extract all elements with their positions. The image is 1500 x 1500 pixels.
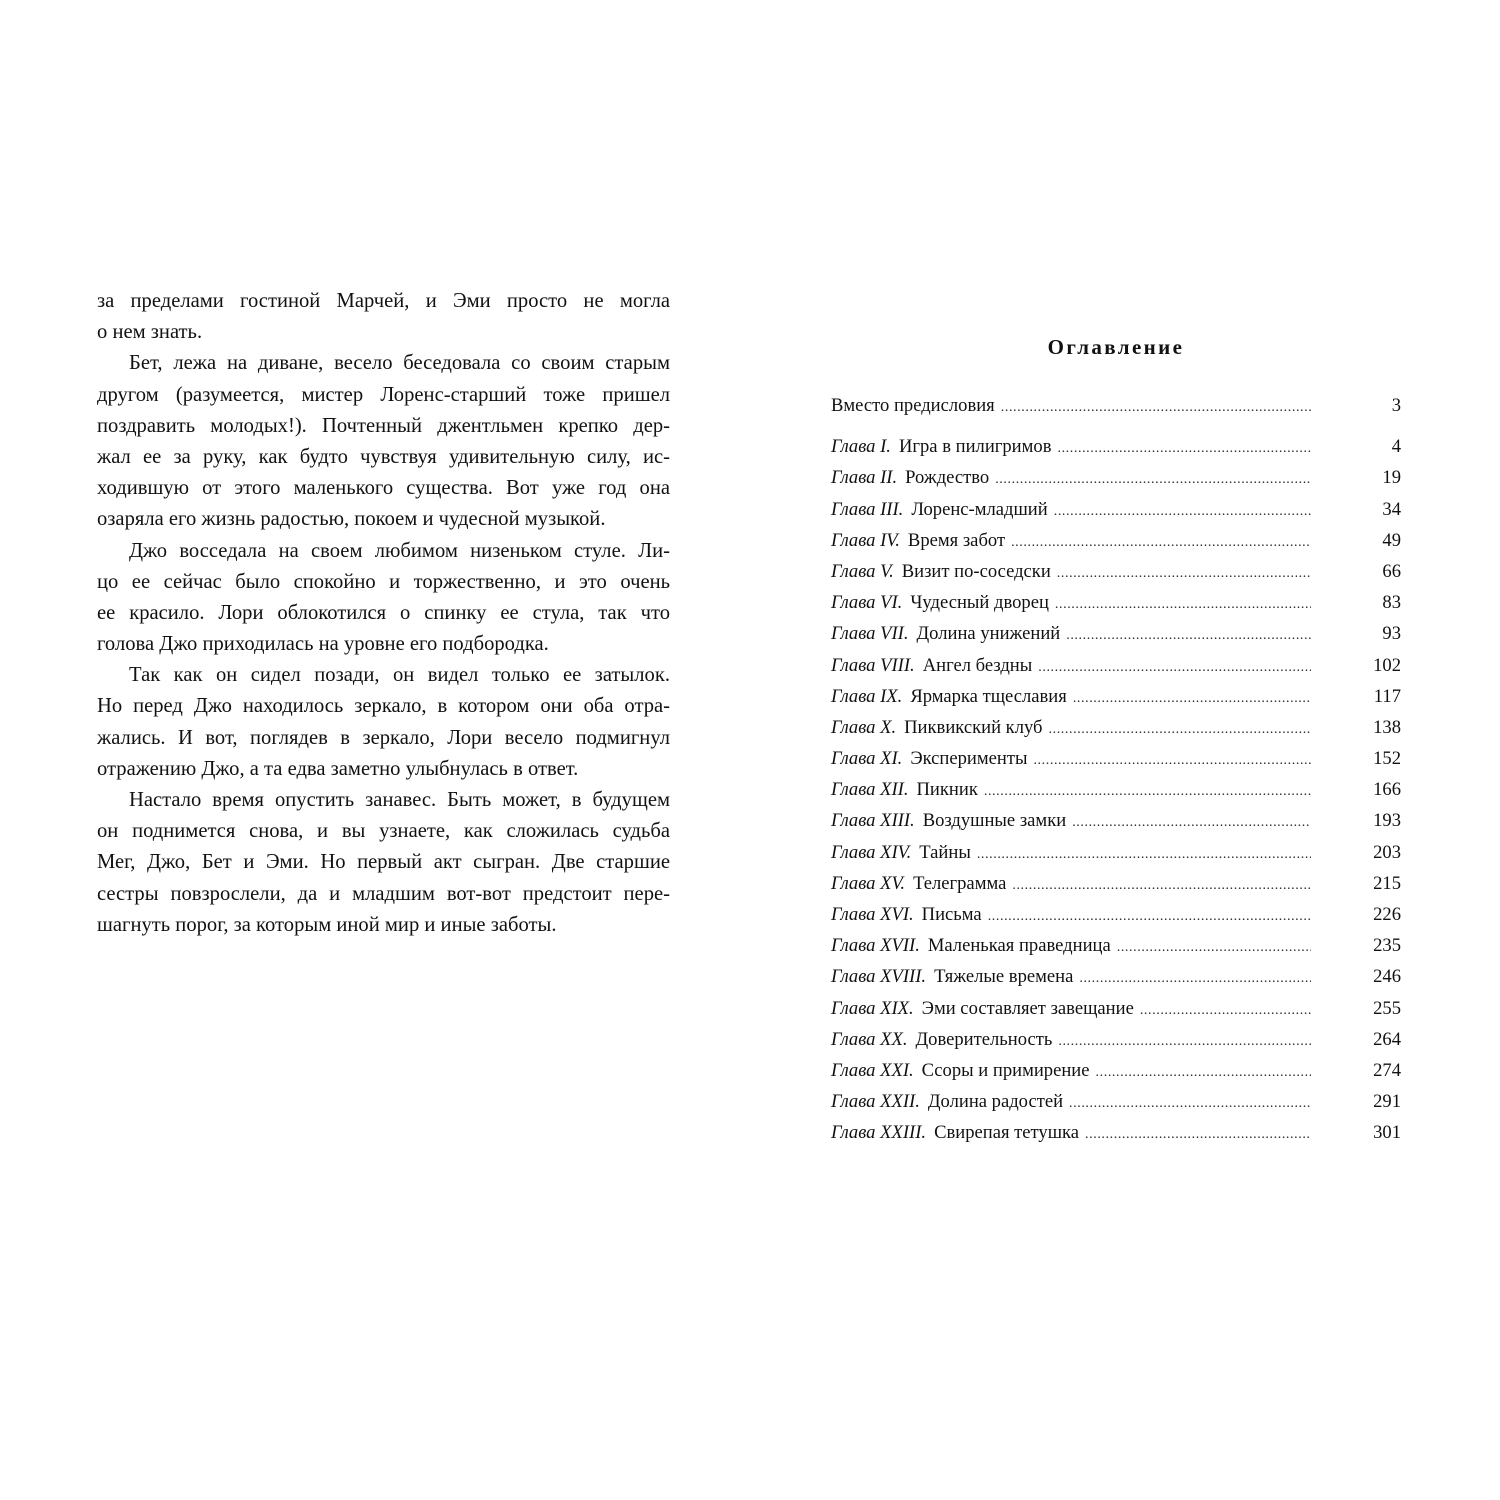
toc-entry-label (831, 930, 1111, 961)
text-line: он поднимется снова, и вы узнаете, как сложилась судьба (97, 820, 670, 843)
toc-chapter-title: Тайны (919, 841, 971, 863)
toc-dot-leader (1038, 652, 1311, 683)
toc-chapter-number: Глава IX. (831, 685, 903, 707)
toc-title: Оглавление (1047, 335, 1185, 359)
toc-chapter-number: Глава XII. (831, 779, 909, 801)
toc-entry-label (831, 462, 989, 493)
toc-entry-label (831, 1024, 1052, 1055)
toc-dot-leader (1069, 1088, 1311, 1119)
toc-page-number: 246 (1373, 966, 1401, 988)
toc-entry (831, 837, 1401, 868)
toc-dot-leader (1057, 558, 1311, 589)
text-line: сестры повзрослели, да и младшим вот-вот предстоит пере- (97, 882, 670, 905)
toc-page-number: 255 (1373, 997, 1401, 1019)
toc-page-number: 264 (1373, 1028, 1401, 1050)
toc-entry (831, 899, 1401, 930)
text-line: Настало время опустить занавес. Быть может, в будущем (129, 789, 670, 811)
toc-dot-leader (1073, 683, 1311, 714)
toc-entry-label (831, 618, 1060, 649)
toc-entry-label (831, 587, 1049, 618)
toc-chapter-title: Письма (921, 904, 982, 925)
toc-chapter-title: Телеграмма (913, 872, 1007, 894)
toc-chapter-title: Пиквикский клуб (904, 716, 1043, 738)
toc-entry-label (831, 712, 1043, 743)
toc-chapter-number: Глава VII. (831, 623, 909, 645)
toc-chapter-number: Глава XXII. (831, 1091, 920, 1113)
toc-dot-leader (1055, 589, 1311, 620)
toc-dot-leader (1066, 620, 1311, 651)
toc-page-number: 203 (1373, 841, 1401, 863)
text-line: Бет, лежа на диване, весело беседовала со своим старым (129, 352, 670, 375)
toc-chapter-title: Эми составляет завещание (921, 997, 1134, 1019)
toc-chapter-title: Долина радостей (927, 1091, 1064, 1113)
toc-entry (831, 587, 1401, 618)
toc-chapter-title: Свирепая тетушка (934, 1122, 1080, 1144)
toc-chapter-number: Глава II. (831, 467, 898, 489)
toc-entry-label (831, 868, 1006, 899)
toc-dot-leader (984, 776, 1311, 807)
toc-entry (831, 743, 1401, 774)
toc-chapter-number: Глава XXI. (831, 1059, 914, 1081)
toc-preface-row (831, 390, 1401, 421)
toc-dot-leader (1072, 807, 1311, 838)
text-line: за пределами гостиной Марчей, и Эми просто не могла (97, 290, 670, 312)
toc-entry (831, 868, 1401, 899)
toc-dot-leader (1011, 527, 1311, 558)
toc-chapter-number: Глава XV. (831, 872, 906, 894)
toc-entry-label (831, 1117, 1079, 1148)
toc-chapter-number: Глава I. (831, 436, 891, 458)
toc-page-number: 34 (1382, 498, 1401, 520)
toc-chapter-title: Лоренс-младший (911, 498, 1048, 520)
toc-page-number: 215 (1373, 872, 1401, 894)
toc-chapter-number: Глава XVI. (831, 904, 914, 925)
toc-entry (831, 1055, 1401, 1086)
toc-entries (831, 431, 1401, 1148)
toc-chapter-title: Время забот (907, 529, 1006, 551)
toc-entry (831, 618, 1401, 649)
toc-page-number: 83 (1382, 592, 1401, 614)
toc-chapter-title: Долина унижений (916, 623, 1061, 645)
toc-page-number: 4 (1391, 436, 1401, 458)
toc-page-number: 19 (1382, 467, 1401, 489)
toc-page-number: 66 (1382, 560, 1401, 582)
toc-chapter-number: Глава III. (831, 498, 904, 520)
toc-chapter-title: Ярмарка тщеславия (910, 685, 1067, 707)
toc-dot-leader (1057, 433, 1311, 464)
table-of-contents (831, 330, 1401, 1149)
toc-chapter-title: Игра в пилигримов (898, 436, 1052, 458)
toc-page-number: 117 (1373, 685, 1401, 707)
toc-chapter-title: Воздушные замки (922, 810, 1067, 832)
text-line: шагнуть порог, за которым иной мир и иные заботы. (97, 913, 557, 936)
text-line: жал ее за руку, как будто чувствуя удивительную силу, ис- (97, 445, 670, 468)
toc-chapter-title: Рождество (905, 467, 990, 489)
toc-chapter-number: Глава XI. (831, 748, 903, 770)
toc-entry-label (831, 899, 982, 930)
text-line: озаряла его жизнь радостью, покоем и чудесной музыкой. (97, 508, 606, 531)
toc-dot-leader (1085, 1119, 1311, 1150)
text-line: Так как он сидел позади, он видел только ее затылок. (129, 664, 670, 687)
toc-entry (831, 1117, 1401, 1148)
toc-dot-leader (995, 464, 1311, 495)
toc-page-number: 152 (1373, 748, 1401, 770)
text-line: голова Джо приходилась на уровне его подбородка. (97, 633, 549, 656)
toc-chapter-title: Ссоры и примирение (921, 1059, 1090, 1081)
toc-dot-leader (1033, 745, 1311, 776)
toc-dot-leader (1058, 1026, 1311, 1057)
toc-chapter-number: Глава XVIII. (831, 966, 927, 988)
toc-entry (831, 961, 1401, 992)
toc-entry-label (831, 556, 1051, 587)
toc-dot-leader (1001, 392, 1311, 423)
toc-chapter-number: Глава XVII. (831, 935, 920, 957)
toc-entry-label (831, 525, 1005, 556)
text-line: жались. И вот, поглядев в зеркало, Лори весело подмигнул (97, 726, 670, 749)
toc-entry-label (831, 774, 978, 805)
toc-chapter-number: Глава IV. (831, 529, 900, 551)
toc-page-number: 102 (1373, 654, 1401, 676)
toc-entry-label (831, 961, 1073, 992)
toc-chapter-number: Глава VI. (831, 592, 903, 614)
toc-page-number: 226 (1373, 904, 1401, 925)
toc-entry (831, 431, 1401, 462)
text-line: другом (разумеется, мистер Лоренс-старший тоже пришел (97, 383, 670, 406)
toc-entry-label (831, 431, 1051, 462)
toc-dot-leader (1049, 714, 1312, 745)
text-line: поздравить молодых!). Почтенный джентльмен крепко дер- (97, 414, 670, 437)
toc-page-number: 291 (1373, 1091, 1401, 1113)
toc-chapter-title: Маленькая праведница (927, 935, 1111, 957)
text-line: ее красило. Лори облокотился о спинку ее стула, так что (97, 601, 670, 624)
toc-page-number: 235 (1373, 935, 1401, 957)
toc-entry-label (831, 681, 1067, 712)
toc-page-number: 93 (1382, 623, 1401, 645)
toc-entry (831, 494, 1401, 525)
toc-page-number: 3 (1391, 395, 1401, 416)
toc-chapter-number: Глава XIX. (831, 997, 914, 1019)
text-line: Но перед Джо находилось зеркало, в котором они оба отра- (97, 695, 670, 718)
toc-entry (831, 1086, 1401, 1117)
toc-dot-leader (1140, 995, 1311, 1026)
toc-chapter-title: Чудесный дворец (910, 592, 1049, 614)
toc-entry (831, 712, 1401, 743)
text-line: Джо восседала на своем любимом низеньком стуле. Ли- (129, 539, 670, 562)
toc-chapter-title: Эксперименты (910, 748, 1028, 770)
toc-dot-leader (1096, 1057, 1311, 1088)
toc-dot-leader (1079, 963, 1311, 994)
toc-dot-leader (1054, 496, 1311, 527)
toc-entry (831, 525, 1401, 556)
text-line: цо ее сейчас было спокойно и торжественно, и это очень (97, 570, 670, 593)
text-line: о нем знать. (97, 321, 203, 344)
toc-entry (831, 1024, 1401, 1055)
toc-dot-leader (977, 839, 1311, 870)
toc-entry (831, 930, 1401, 961)
toc-chapter-title: Тяжелые времена (934, 966, 1074, 988)
toc-dot-leader (1117, 932, 1311, 963)
toc-entry (831, 774, 1401, 805)
toc-dot-leader (1012, 870, 1311, 901)
toc-chapter-title: Доверительность (915, 1028, 1053, 1050)
toc-entry-label (831, 805, 1066, 836)
toc-chapter-title: Пикник (916, 779, 978, 801)
toc-page-number: 274 (1373, 1059, 1401, 1081)
toc-entry (831, 556, 1401, 587)
toc-entry-label (831, 837, 971, 868)
toc-page-number: 301 (1373, 1122, 1401, 1144)
toc-page-number: 138 (1373, 716, 1401, 738)
toc-entry-label (831, 743, 1027, 774)
toc-chapter-number: Глава XX. (831, 1028, 908, 1050)
toc-entry (831, 993, 1401, 1024)
toc-chapter-number: Глава V. (831, 560, 894, 582)
toc-page-number: 49 (1382, 529, 1401, 551)
toc-chapter-number: Глава VIII. (831, 654, 915, 676)
toc-chapter-number: Глава X. (831, 716, 897, 738)
toc-entry-label (831, 1086, 1063, 1117)
toc-chapter-title: Ангел бездны (922, 654, 1033, 676)
toc-entry-label (831, 650, 1032, 681)
toc-chapter-number: Глава XIII. (831, 810, 915, 832)
toc-entry (831, 681, 1401, 712)
toc-entry (831, 462, 1401, 493)
toc-entry-label (831, 494, 1048, 525)
text-line: отражению Джо, а та едва заметно улыбнулась в ответ. (97, 757, 579, 780)
text-line: ходившую от этого маленького существа. Вот уже год она (97, 477, 670, 500)
toc-entry (831, 650, 1401, 681)
toc-chapter-title: Визит по-соседски (901, 560, 1051, 582)
toc-preface-label: Вместо предисловия (831, 395, 995, 416)
toc-entry (831, 805, 1401, 836)
left-page-text (97, 286, 670, 941)
toc-dot-leader (988, 901, 1311, 932)
text-line: Мег, Джо, Бет и Эми. Но первый акт сыгран. Две старшие (97, 851, 670, 874)
toc-chapter-number: Глава XXIII. (831, 1122, 927, 1144)
toc-page-number: 193 (1373, 810, 1401, 832)
toc-entry-label (831, 993, 1134, 1024)
toc-chapter-number: Глава XIV. (831, 841, 912, 863)
toc-entry-label (831, 1055, 1090, 1086)
toc-page-number: 166 (1373, 779, 1401, 801)
